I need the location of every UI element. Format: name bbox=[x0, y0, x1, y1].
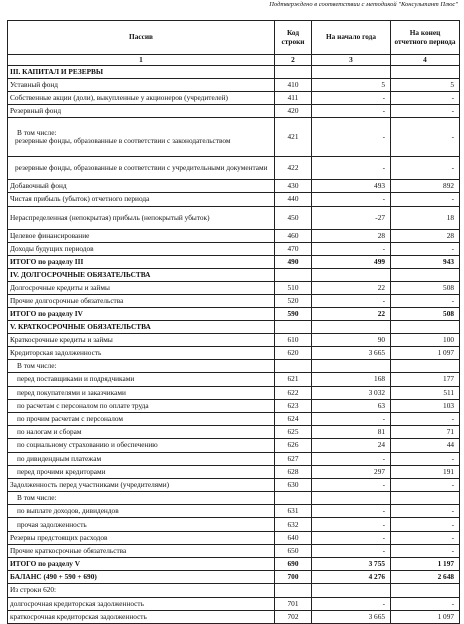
table-row bbox=[8, 255, 460, 268]
row-value-end: 511 bbox=[391, 386, 460, 399]
row-value-start: - bbox=[312, 118, 391, 157]
row-name: Прочие долгосрочные обязательства bbox=[8, 294, 275, 307]
row-value-start: 3 665 bbox=[312, 610, 391, 623]
row-code bbox=[275, 66, 312, 79]
table-row bbox=[8, 91, 460, 104]
table-row bbox=[8, 544, 460, 557]
row-value-end: - bbox=[391, 597, 460, 610]
row-value-end: - bbox=[391, 478, 460, 491]
row-code: 420 bbox=[275, 104, 312, 117]
row-value-start: - bbox=[312, 531, 391, 544]
row-value-end bbox=[391, 360, 460, 373]
row-value-end: - bbox=[391, 412, 460, 425]
row-value-start: 168 bbox=[312, 373, 391, 386]
row-value-start: - bbox=[312, 597, 391, 610]
row-name: Задолженность перед участниками (учредителями) bbox=[8, 478, 275, 491]
row-value-start: - bbox=[312, 294, 391, 307]
row-name: БАЛАНС (490 + 590 + 690) bbox=[8, 571, 275, 584]
row-name: IV. ДОЛГОСРОЧНЫЕ ОБЯЗАТЕЛЬСТВА bbox=[8, 269, 275, 282]
row-value-start: - bbox=[312, 157, 391, 180]
row-name: по налогам и сборам bbox=[8, 426, 275, 439]
row-name: перед покупателями и заказчиками bbox=[8, 386, 275, 399]
row-value-end: 44 bbox=[391, 439, 460, 452]
row-value-start: - bbox=[312, 242, 391, 255]
table-row bbox=[8, 157, 460, 180]
row-value-end: 103 bbox=[391, 399, 460, 412]
row-name: Собственные акции (доли), выкупленные у акционеров (учредителей) bbox=[8, 91, 275, 104]
col-number: 2 bbox=[275, 55, 312, 66]
row-code: 626 bbox=[275, 439, 312, 452]
row-code: 520 bbox=[275, 294, 312, 307]
row-name: Чистая прибыль (убыток) отчетного периода bbox=[8, 193, 275, 206]
row-value-start: 81 bbox=[312, 426, 391, 439]
row-name: по дивидендным платежам bbox=[8, 452, 275, 465]
row-code: 700 bbox=[275, 571, 312, 584]
row-value-start: 499 bbox=[312, 255, 391, 268]
row-name: Прочие краткосрочные обязательства bbox=[8, 544, 275, 557]
row-name: В том числе: bbox=[8, 360, 275, 373]
row-value-end bbox=[391, 66, 460, 79]
row-code: 460 bbox=[275, 229, 312, 242]
row-code bbox=[275, 492, 312, 505]
row-value-start bbox=[312, 321, 391, 334]
row-name: Резервы предстоящих расходов bbox=[8, 531, 275, 544]
row-code: 430 bbox=[275, 180, 312, 193]
row-value-start: - bbox=[312, 478, 391, 491]
row-code: 510 bbox=[275, 281, 312, 294]
row-code: 632 bbox=[275, 518, 312, 531]
row-value-end bbox=[391, 584, 460, 597]
row-name: V. КРАТКОСРОЧНЫЕ ОБЯЗАТЕЛЬСТВА bbox=[8, 321, 275, 334]
row-code: 630 bbox=[275, 478, 312, 491]
col-number: 1 bbox=[8, 55, 275, 66]
row-name: Целевое финансирование bbox=[8, 229, 275, 242]
row-code: 422 bbox=[275, 157, 312, 180]
row-name: Резервный фонд bbox=[8, 104, 275, 117]
row-name: по выплате доходов, дивидендов bbox=[8, 505, 275, 518]
row-code: 623 bbox=[275, 399, 312, 412]
col-number: 3 bbox=[312, 55, 391, 66]
row-code: 701 bbox=[275, 597, 312, 610]
row-name: по прочим расчетам с персоналом bbox=[8, 412, 275, 425]
col-header-end: На конец отчетного периода bbox=[391, 21, 460, 55]
row-name: Кредиторская задолженность bbox=[8, 347, 275, 360]
row-name: прочая задолженность bbox=[8, 518, 275, 531]
table-row bbox=[8, 558, 460, 571]
row-value-end bbox=[391, 492, 460, 505]
row-value-end: 100 bbox=[391, 333, 460, 346]
row-name: ИТОГО по разделу V bbox=[8, 558, 275, 571]
row-value-start: - bbox=[312, 91, 391, 104]
row-value-end: - bbox=[391, 242, 460, 255]
row-value-start: - bbox=[312, 544, 391, 557]
table-row bbox=[8, 439, 460, 452]
row-value-end: - bbox=[391, 518, 460, 531]
row-name: Нераспределенная (непокрытая) прибыль (непокрытый убыток) bbox=[8, 206, 275, 229]
row-value-end: - bbox=[391, 193, 460, 206]
row-value-start: - bbox=[312, 193, 391, 206]
table-row bbox=[8, 347, 460, 360]
table-row bbox=[8, 386, 460, 399]
table-row bbox=[8, 452, 460, 465]
row-value-start bbox=[312, 360, 391, 373]
row-value-end: 2 648 bbox=[391, 571, 460, 584]
section-header-row bbox=[8, 66, 460, 79]
row-value-start bbox=[312, 66, 391, 79]
row-code bbox=[275, 584, 312, 597]
row-code: 440 bbox=[275, 193, 312, 206]
row-value-end: - bbox=[391, 544, 460, 557]
row-value-start: 24 bbox=[312, 439, 391, 452]
row-value-end: 508 bbox=[391, 281, 460, 294]
row-code: 627 bbox=[275, 452, 312, 465]
row-value-end: - bbox=[391, 505, 460, 518]
row-value-start: 4 276 bbox=[312, 571, 391, 584]
table-row bbox=[8, 360, 460, 373]
section-header-row bbox=[8, 321, 460, 334]
row-value-start: - bbox=[312, 505, 391, 518]
row-name: Добавочный фонд bbox=[8, 180, 275, 193]
row-code: 640 bbox=[275, 531, 312, 544]
table-row bbox=[8, 412, 460, 425]
row-value-end: - bbox=[391, 452, 460, 465]
row-value-start: - bbox=[312, 104, 391, 117]
row-value-end: - bbox=[391, 104, 460, 117]
row-value-start: 3 032 bbox=[312, 386, 391, 399]
row-value-start: - bbox=[312, 412, 391, 425]
row-code: 628 bbox=[275, 465, 312, 478]
table-row bbox=[8, 118, 460, 157]
table-row bbox=[8, 180, 460, 193]
row-code: 690 bbox=[275, 558, 312, 571]
row-code: 450 bbox=[275, 206, 312, 229]
row-value-start: - bbox=[312, 518, 391, 531]
row-code bbox=[275, 269, 312, 282]
table-row bbox=[8, 584, 460, 597]
row-value-start bbox=[312, 584, 391, 597]
row-value-start: 493 bbox=[312, 180, 391, 193]
row-value-end: 18 bbox=[391, 206, 460, 229]
row-code: 610 bbox=[275, 333, 312, 346]
table-row bbox=[8, 505, 460, 518]
row-code: 631 bbox=[275, 505, 312, 518]
row-code: 624 bbox=[275, 412, 312, 425]
table-row bbox=[8, 531, 460, 544]
table-row bbox=[8, 373, 460, 386]
row-code: 410 bbox=[275, 78, 312, 91]
table-row bbox=[8, 399, 460, 412]
row-value-end: 177 bbox=[391, 373, 460, 386]
section-header-row bbox=[8, 269, 460, 282]
col-number: 4 bbox=[391, 55, 460, 66]
table-row bbox=[8, 78, 460, 91]
row-code: 470 bbox=[275, 242, 312, 255]
row-code: 702 bbox=[275, 610, 312, 623]
row-value-start: 28 bbox=[312, 229, 391, 242]
row-value-end: 1 197 bbox=[391, 558, 460, 571]
row-name: ИТОГО по разделу IV bbox=[8, 308, 275, 321]
row-value-end: 508 bbox=[391, 308, 460, 321]
row-code: 621 bbox=[275, 373, 312, 386]
row-value-start: 3 665 bbox=[312, 347, 391, 360]
row-code bbox=[275, 360, 312, 373]
row-value-end: 28 bbox=[391, 229, 460, 242]
row-name: долгосрочная кредиторская задолженность bbox=[8, 597, 275, 610]
row-code: 625 bbox=[275, 426, 312, 439]
row-name: III. КАПИТАЛ И РЕЗЕРВЫ bbox=[8, 66, 275, 79]
row-name: перед прочими кредиторами bbox=[8, 465, 275, 478]
table-body bbox=[8, 21, 460, 624]
row-value-end bbox=[391, 269, 460, 282]
row-name: перед поставщиками и подрядчиками bbox=[8, 373, 275, 386]
row-name: ИТОГО по разделу III bbox=[8, 255, 275, 268]
table-row bbox=[8, 294, 460, 307]
row-name: В том числе: bbox=[8, 492, 275, 505]
liabilities-table bbox=[7, 20, 460, 624]
row-value-start: - bbox=[312, 452, 391, 465]
table-row bbox=[8, 478, 460, 491]
row-value-start: 3 755 bbox=[312, 558, 391, 571]
row-name: по социальному страхованию и обеспечению bbox=[8, 439, 275, 452]
row-value-end: 5 bbox=[391, 78, 460, 91]
row-name: Доходы будущих периодов bbox=[8, 242, 275, 255]
table-row bbox=[8, 492, 460, 505]
row-value-end: 191 bbox=[391, 465, 460, 478]
table-row bbox=[8, 597, 460, 610]
header-row bbox=[8, 21, 460, 55]
row-code: 590 bbox=[275, 308, 312, 321]
row-name-line: В том числе: bbox=[17, 128, 57, 138]
row-name: Краткосрочные кредиты и займы bbox=[8, 333, 275, 346]
row-value-end: - bbox=[391, 294, 460, 307]
row-value-start bbox=[312, 492, 391, 505]
row-value-start: 90 bbox=[312, 333, 391, 346]
row-value-end: 1 097 bbox=[391, 347, 460, 360]
row-value-end bbox=[391, 321, 460, 334]
row-name: по расчетам с персоналом по оплате труда bbox=[8, 399, 275, 412]
row-code: 650 bbox=[275, 544, 312, 557]
row-code: 622 bbox=[275, 386, 312, 399]
table-row bbox=[8, 104, 460, 117]
row-code bbox=[275, 321, 312, 334]
table-row bbox=[8, 426, 460, 439]
row-value-end: - bbox=[391, 157, 460, 180]
table-row bbox=[8, 242, 460, 255]
table-row bbox=[8, 571, 460, 584]
table-row bbox=[8, 281, 460, 294]
row-value-start: 5 bbox=[312, 78, 391, 91]
row-code: 490 bbox=[275, 255, 312, 268]
row-value-end: - bbox=[391, 91, 460, 104]
row-value-end: - bbox=[391, 118, 460, 157]
col-header-name: Пассив bbox=[8, 21, 275, 55]
row-value-start: 22 bbox=[312, 281, 391, 294]
column-number-row bbox=[8, 55, 460, 66]
row-name: краткосрочная кредиторская задолженность bbox=[8, 610, 275, 623]
row-value-start: -27 bbox=[312, 206, 391, 229]
row-name: Долгосрочные кредиты и займы bbox=[8, 281, 275, 294]
row-value-end: 1 097 bbox=[391, 610, 460, 623]
table-row bbox=[8, 518, 460, 531]
table-row bbox=[8, 465, 460, 478]
row-value-start bbox=[312, 269, 391, 282]
row-name: резервные фонды, образованные в соответствии с учредительными документами bbox=[8, 157, 275, 180]
row-name bbox=[8, 118, 275, 157]
table-row bbox=[8, 229, 460, 242]
col-header-code: Код строки bbox=[275, 21, 312, 55]
col-header-start: На начало года bbox=[312, 21, 391, 55]
row-name-line: резервные фонды, образованные в соответствии с законодательством bbox=[15, 136, 231, 146]
row-code: 421 bbox=[275, 118, 312, 157]
table-row bbox=[8, 308, 460, 321]
row-value-end: 943 bbox=[391, 255, 460, 268]
table-row bbox=[8, 333, 460, 346]
table-row bbox=[8, 193, 460, 206]
row-name: Уставный фонд bbox=[8, 78, 275, 91]
row-value-end: 71 bbox=[391, 426, 460, 439]
row-value-start: 63 bbox=[312, 399, 391, 412]
row-code: 411 bbox=[275, 91, 312, 104]
row-value-start: 297 bbox=[312, 465, 391, 478]
table-row bbox=[8, 206, 460, 229]
row-value-start: 22 bbox=[312, 308, 391, 321]
table-row bbox=[8, 610, 460, 623]
row-name: Из строки 620: bbox=[8, 584, 275, 597]
row-value-end: 892 bbox=[391, 180, 460, 193]
row-value-end: - bbox=[391, 531, 460, 544]
row-code: 620 bbox=[275, 347, 312, 360]
header-note: Подтверждено в соответствии с методикой "Консультант Плюс" bbox=[269, 1, 458, 8]
